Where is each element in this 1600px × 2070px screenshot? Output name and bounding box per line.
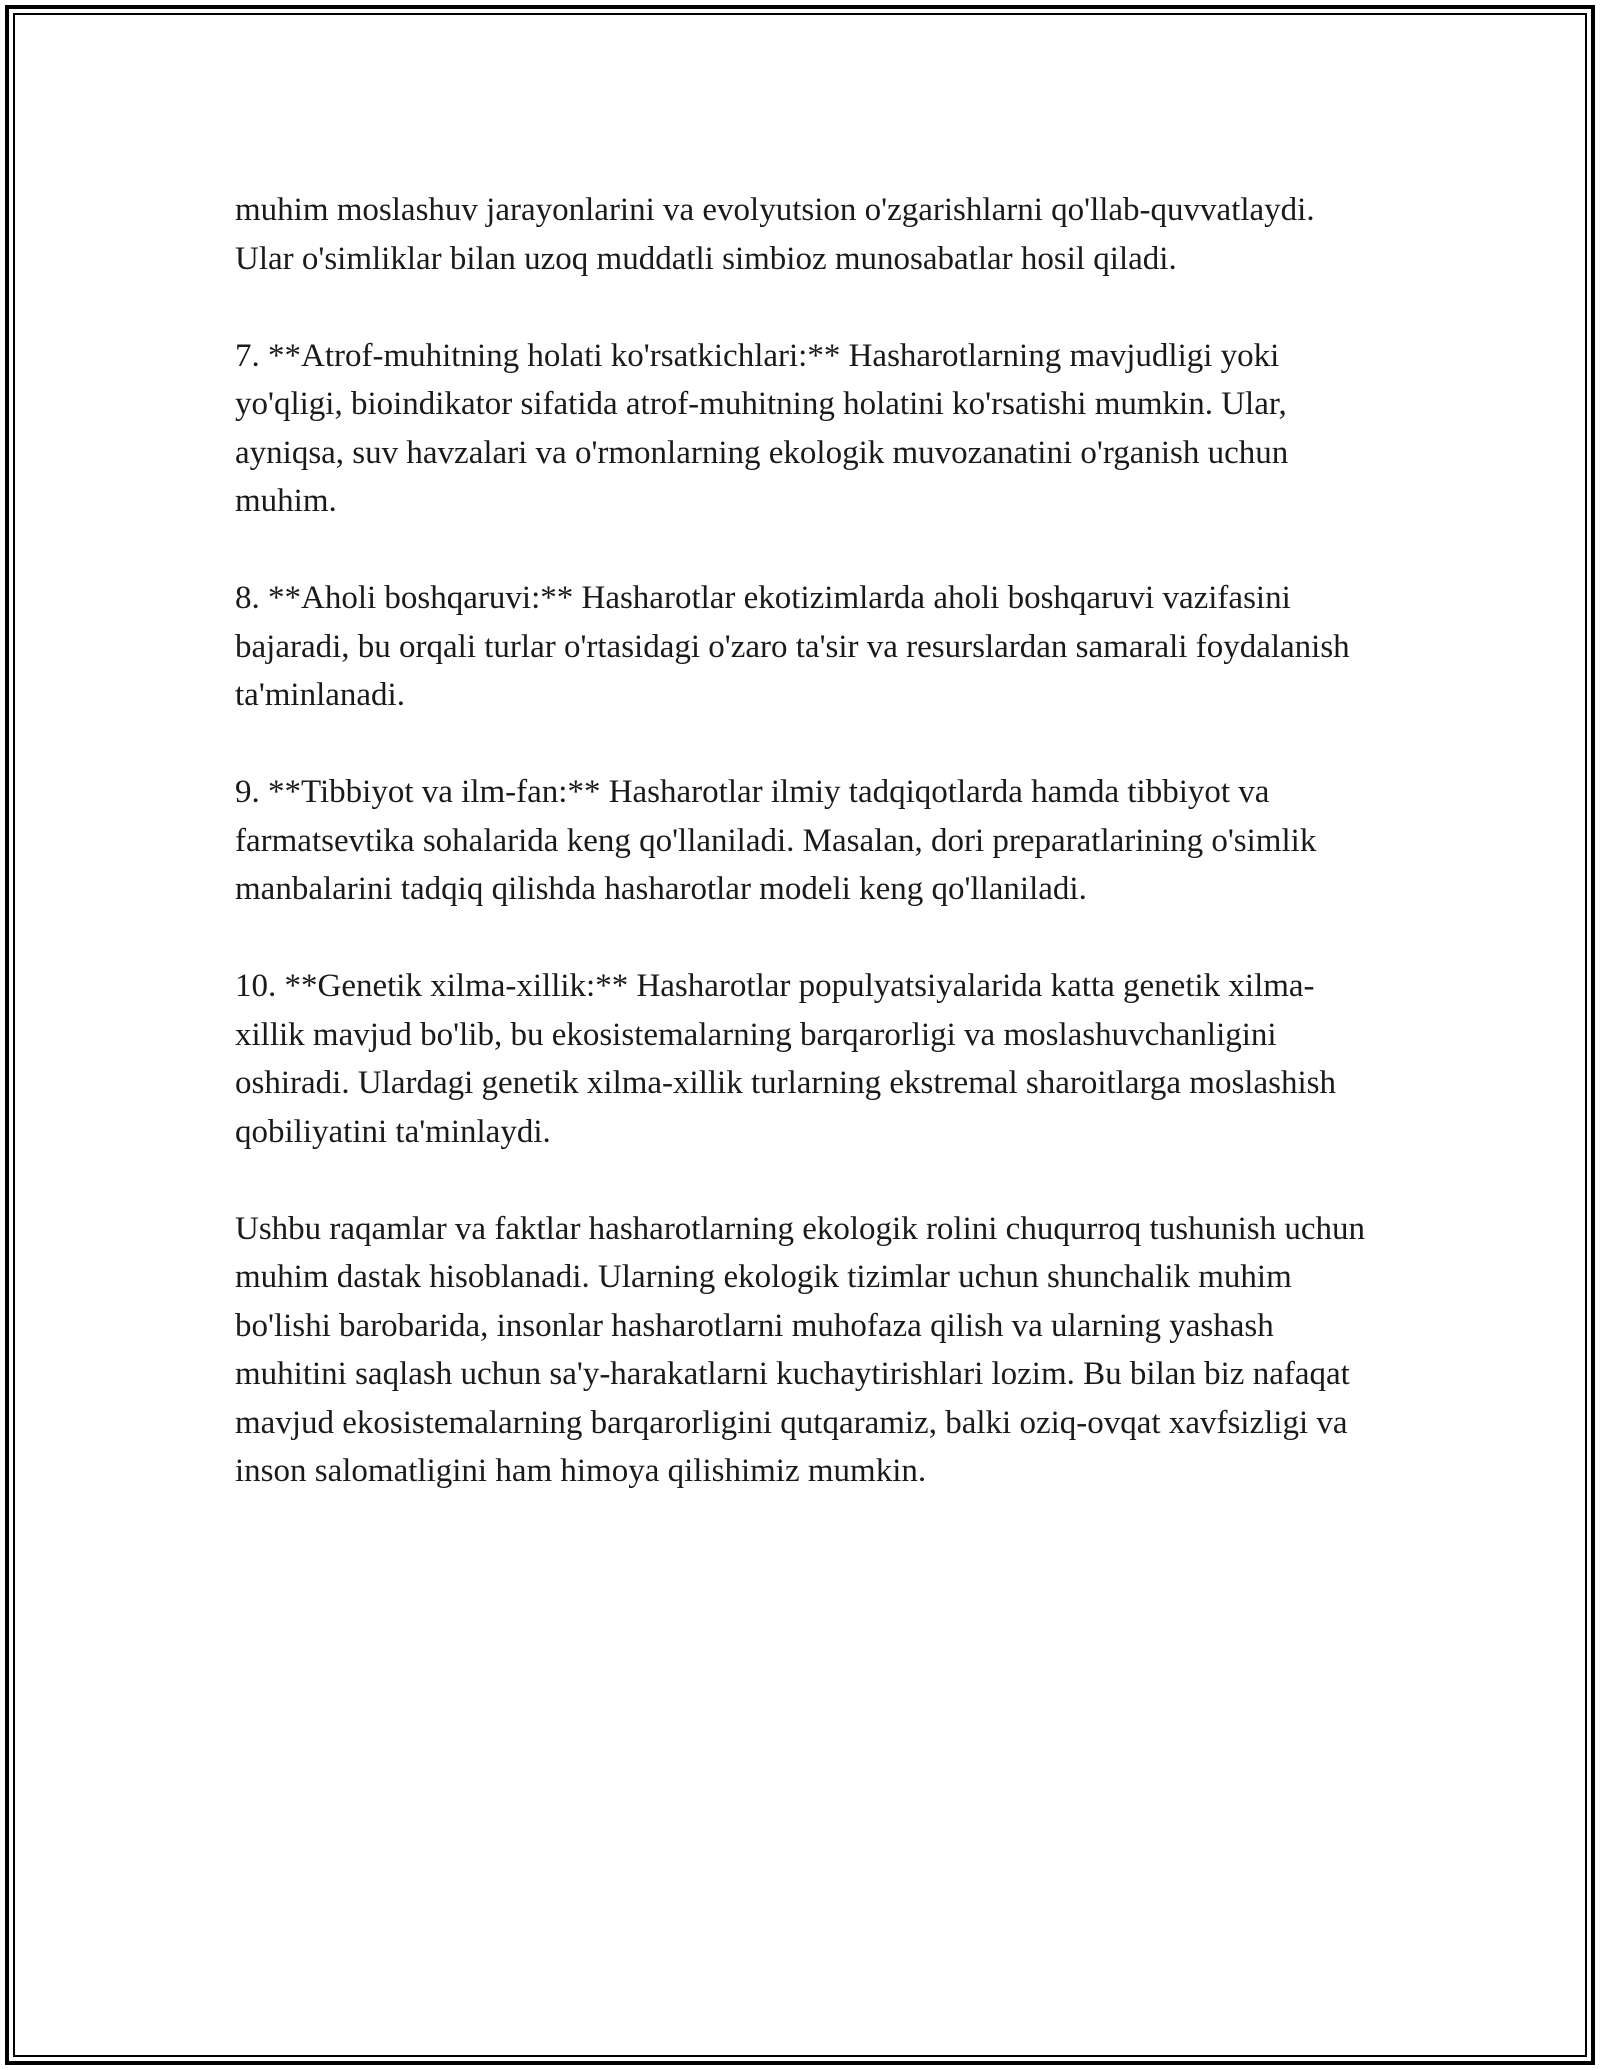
list-item-8: 8. **Aholi boshqaruvi:** Hasharotlar ekotizimlarda aholi boshqaruvi vazifasini bajaradi, bu orqali turlar o'rtasidagi o'zaro ta'sir va resurslardan samarali foydalanish ta'minlanadi. xyxy=(235,580,1350,713)
paragraph-continuation: muhim moslashuv jarayonlarini va evolyutsion o'zgarishlarni qo'llab-quvvatlaydi. Ular o'simliklar bilan uzoq muddatli simbioz munosabatlar hosil qiladi. xyxy=(235,192,1315,277)
conclusion-paragraph: Ushbu raqamlar va faktlar hasharotlarning ekologik rolini chuqurroq tushunish uchun muhim dastak hisoblanadi. Ularning ekologik tizimlar uchun shunchalik muhim bo'lishi barobarida, insonlar hasharotlarni muhofaza qilish va ularning yashash muhitini saqlash uchun sa'y-harakatlarni kuchaytirishlari lozim. Bu bilan biz nafaqat mavjud ekosistemalarning barqarorligini qutqaramiz, balki oziq-ovqat xavfsizligi va inson salomatligini ham himoya qilishimiz mumkin. xyxy=(235,1210,1365,1489)
list-item-10: 10. **Genetik xilma-xillik:** Hasharotlar populyatsiyalarida katta genetik xilma-xillik mavjud bo'lib, bu ekosistemalarning barqarorligi va moslashuvchanligini oshiradi. Ulardagi genetik xilma-xillik turlarning ekstremal sharoitlarga moslashish qobiliyatini ta'minlaydi. xyxy=(235,968,1336,1150)
document-body xyxy=(235,186,1365,1496)
list-item-9: 9. **Tibbiyot va ilm-fan:** Hasharotlar ilmiy tadqiqotlarda hamda tibbiyot va farmatsevtika sohalarida keng qo'llaniladi. Masalan, dori preparatlarining o'simlik manbalarini tadqiq qilishda hasharotlar modeli keng qo'llaniladi. xyxy=(235,774,1317,907)
list-item-7: 7. **Atrof-muhitning holati ko'rsatkichlari:** Hasharotlarning mavjudligi yoki yo'qligi, bioindikator sifatida atrof-muhitning holatini ko'rsatishi mumkin. Ular, ayniqsa, suv havzalari va o'rmonlarning ekologik muvozanatini o'rganish uchun muhim. xyxy=(235,337,1289,519)
